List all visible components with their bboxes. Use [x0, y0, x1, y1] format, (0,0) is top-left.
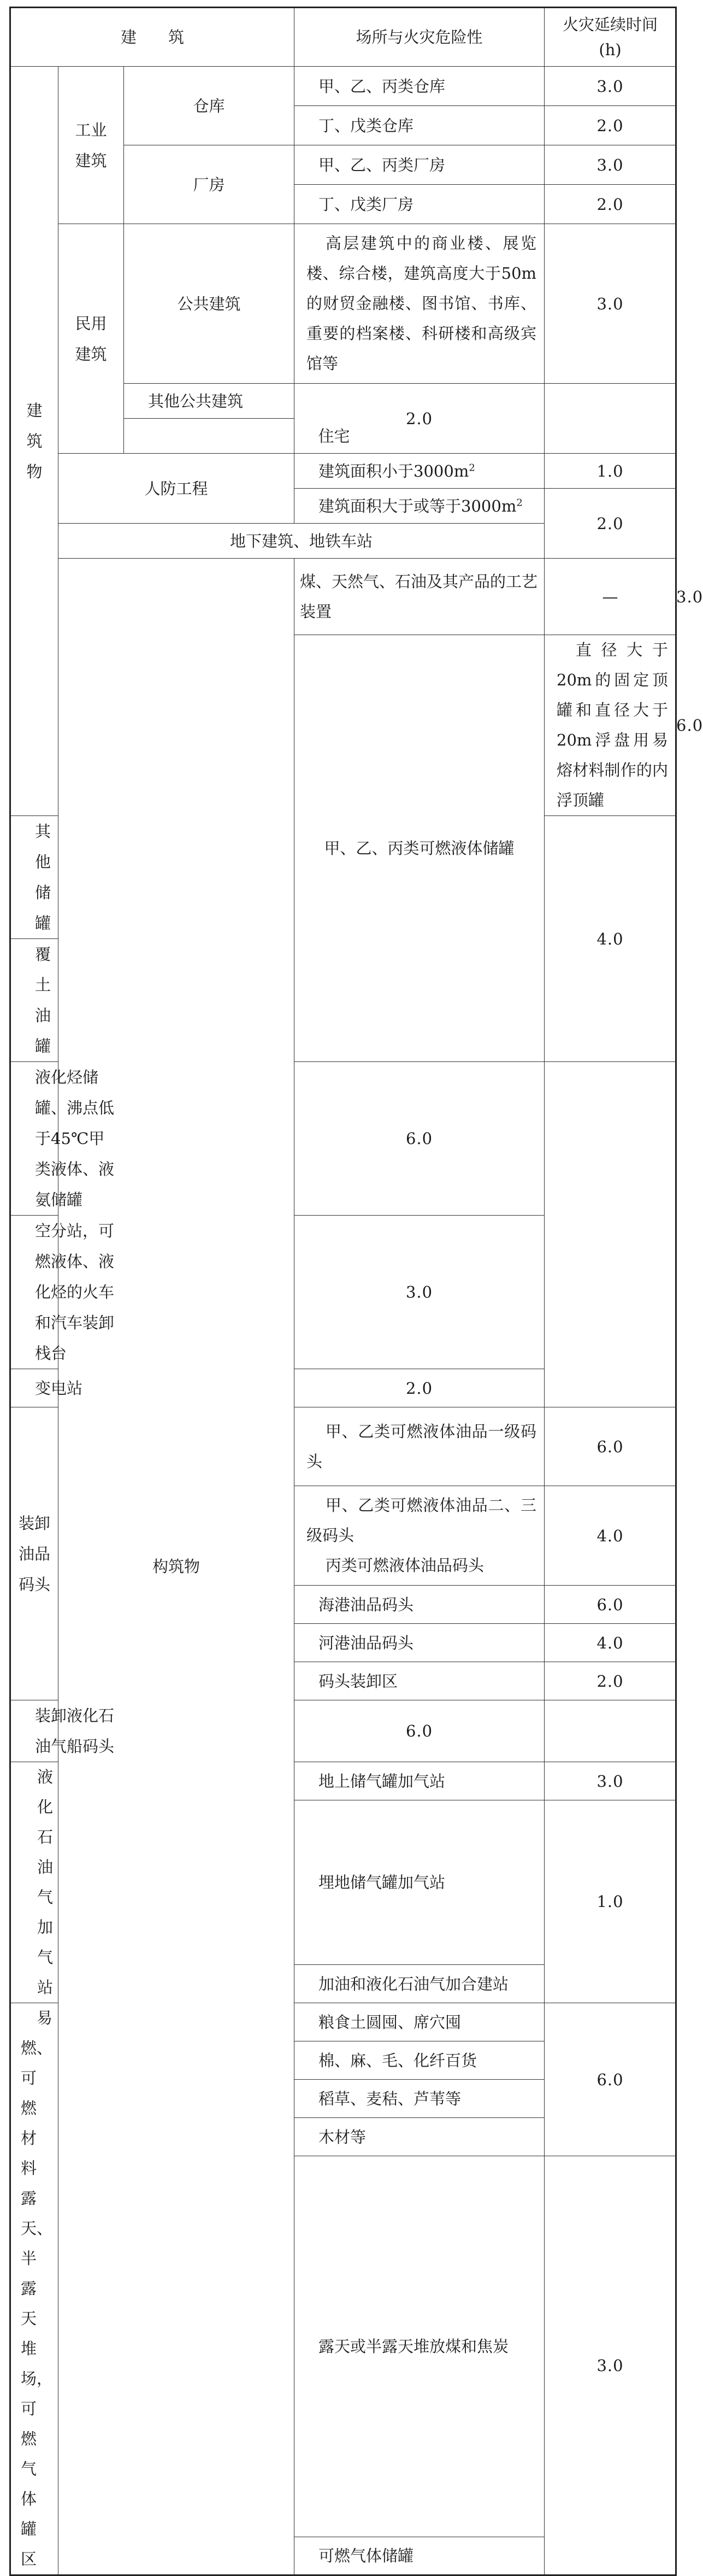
hazard-cell: 地上储气罐加气站	[294, 1762, 545, 1800]
duration-value: 3.0	[545, 67, 676, 106]
duration-value: 3.0	[545, 2156, 676, 2575]
civil-defense-small: 建筑面积小于3000m	[318, 461, 469, 480]
duration-value: 1.0	[545, 454, 676, 489]
header-row	[10, 8, 676, 67]
grade1-text: 甲、乙类可燃液体油品一级码头	[306, 1422, 537, 1471]
header-building: 建 筑	[10, 8, 294, 67]
table-row	[10, 1700, 676, 1762]
duration-value: 2.0	[294, 1369, 545, 1407]
lpg-tanks-label: 液化烃储罐、沸点低于45℃甲类液体、液氨储罐	[10, 1062, 124, 1216]
grade-c-text: 丙类可燃液体油品码头	[325, 1556, 484, 1575]
industrial-label: 工业建筑	[58, 67, 124, 224]
duration-value: 6.0	[545, 1586, 676, 1624]
hazard-cell	[294, 224, 545, 384]
header-duration: 火灾延续时间(h)	[545, 8, 676, 67]
civil-defense-label: 人防工程	[58, 454, 294, 524]
duration-value: 2.0	[545, 185, 676, 224]
hazard-cell: 埋地储气罐加气站	[294, 1800, 545, 1965]
duration-value: 6.0	[545, 1407, 676, 1486]
factory-label: 厂房	[124, 145, 294, 224]
residential-label: 住宅	[124, 419, 545, 454]
hazard-cell	[294, 1486, 545, 1586]
duration-value: 6.0	[545, 2003, 676, 2156]
hazard-cell: 粮食土圆囤、席穴囤	[294, 2003, 545, 2041]
lpg-wharf-label: 装卸液化石油气船码头	[10, 1700, 124, 1762]
hazard-cell: 露天或半露天堆放煤和焦炭	[294, 2156, 545, 2537]
duration-value: 4.0	[545, 1624, 676, 1662]
duration-value: 4.0	[545, 816, 676, 1062]
grade23-text: 甲、乙类可燃液体油品二、三级码头	[306, 1496, 537, 1545]
hazard-cell: 其他储罐	[10, 816, 58, 939]
hazard-cell: 甲、乙、丙类厂房	[294, 145, 545, 185]
hazard-cell: 河港油品码头	[294, 1624, 545, 1662]
duration-value: 1.0	[545, 1800, 676, 2003]
public-building-label: 公共建筑	[124, 224, 294, 384]
hazard-cell: 码头装卸区	[294, 1662, 545, 1700]
hazard-cell: 棉、麻、毛、化纤百货	[294, 2041, 545, 2080]
hazard-cell	[294, 1407, 545, 1486]
loading-rack-label: 空分站，可燃液体、液化烃的火车和汽车装卸栈台	[10, 1216, 124, 1369]
hazard-cell: 丁、戊类厂房	[294, 185, 545, 224]
table-row	[10, 67, 676, 106]
hazard-cell: 木材等	[294, 2118, 545, 2156]
hazard-cell: 加油和液化石油气加合建站	[294, 1965, 545, 2003]
hazard-cell	[294, 489, 545, 524]
hazard-cell: 甲、乙、丙类仓库	[294, 67, 545, 106]
yard-text: 易燃、可燃材料露天、半露天堆场，可燃气体罐区	[21, 2009, 53, 2568]
structures-label: 构筑物	[58, 559, 294, 2575]
table-row	[10, 224, 676, 384]
buildings-label: 建筑物	[10, 67, 58, 816]
hazard-cell: —	[545, 559, 676, 635]
table-row	[10, 1369, 676, 1407]
civil-defense-large: 建筑面积大于或等于3000m	[318, 496, 517, 515]
hazard-cell: 覆土油罐	[10, 939, 58, 1062]
duration-value: 2.0	[545, 106, 676, 145]
warehouse-label: 仓库	[124, 67, 294, 145]
large-tank-text: 直径大于20m的固定顶罐和直径大于20m浮盘用易熔材料制作的内浮顶罐	[557, 641, 669, 809]
superscript: 2	[516, 496, 523, 508]
table-row: 构筑物 煤、天然气、石油及其产品的工艺装置 — 3.0	[10, 559, 676, 635]
duration-value: 3.0	[545, 145, 676, 185]
hazard-cell: 可燃气体储罐	[294, 2537, 545, 2575]
hazard-cell: 其他公共建筑	[124, 384, 294, 419]
duration-value: 3.0	[294, 1216, 545, 1369]
hazard-cell: 稻草、麦秸、芦苇等	[294, 2080, 545, 2118]
lpg-station-label: 液化石油气加气站	[10, 1762, 58, 2003]
duration-value: 2.0	[545, 1662, 676, 1700]
hazard-cell: 海港油品码头	[294, 1586, 545, 1624]
duration-value: 2.0	[545, 489, 676, 559]
hazard-cell	[545, 635, 676, 816]
duration-value: 2.0	[294, 384, 545, 454]
duration-value: 3.0	[545, 1762, 676, 1800]
header-place-hazard: 场所与火灾危险性	[294, 8, 545, 67]
yard-label	[10, 2003, 58, 2575]
hazard-cell: 丁、戊类仓库	[294, 106, 545, 145]
fire-duration-table	[9, 7, 703, 2576]
superscript: 2	[469, 461, 475, 473]
table-row	[10, 1062, 676, 1216]
process-unit-label: 煤、天然气、石油及其产品的工艺装置	[294, 559, 545, 635]
substation-label: 变电站	[10, 1369, 124, 1407]
tanks-label: 甲、乙、丙类可燃液体储罐	[294, 635, 545, 1062]
underground-label: 地下建筑、地铁车站	[58, 524, 545, 559]
table-row	[10, 1216, 676, 1369]
table-wrapper	[9, 7, 703, 2568]
hazard-cell	[294, 454, 545, 489]
duration-value: 6.0	[294, 1062, 545, 1216]
oil-wharf-label: 装卸油品码头	[10, 1407, 58, 1700]
duration-value: 3.0	[545, 224, 676, 384]
table-row	[10, 454, 676, 489]
duration-value: 6.0	[294, 1700, 545, 1762]
duration-value: 4.0	[545, 1486, 676, 1586]
table-row: 甲、乙、丙类可燃液体储罐 直径大于20m的固定顶罐和直径大于20m浮盘用易熔材料制作的内浮顶罐 6.0	[10, 635, 676, 816]
high-rise-text: 高层建筑中的商业楼、展览楼、综合楼，建筑高度大于50m的财贸金融楼、图书馆、书库、重要的档案楼、科研楼和高级宾馆等	[306, 234, 537, 373]
civil-label: 民用建筑	[58, 224, 124, 454]
